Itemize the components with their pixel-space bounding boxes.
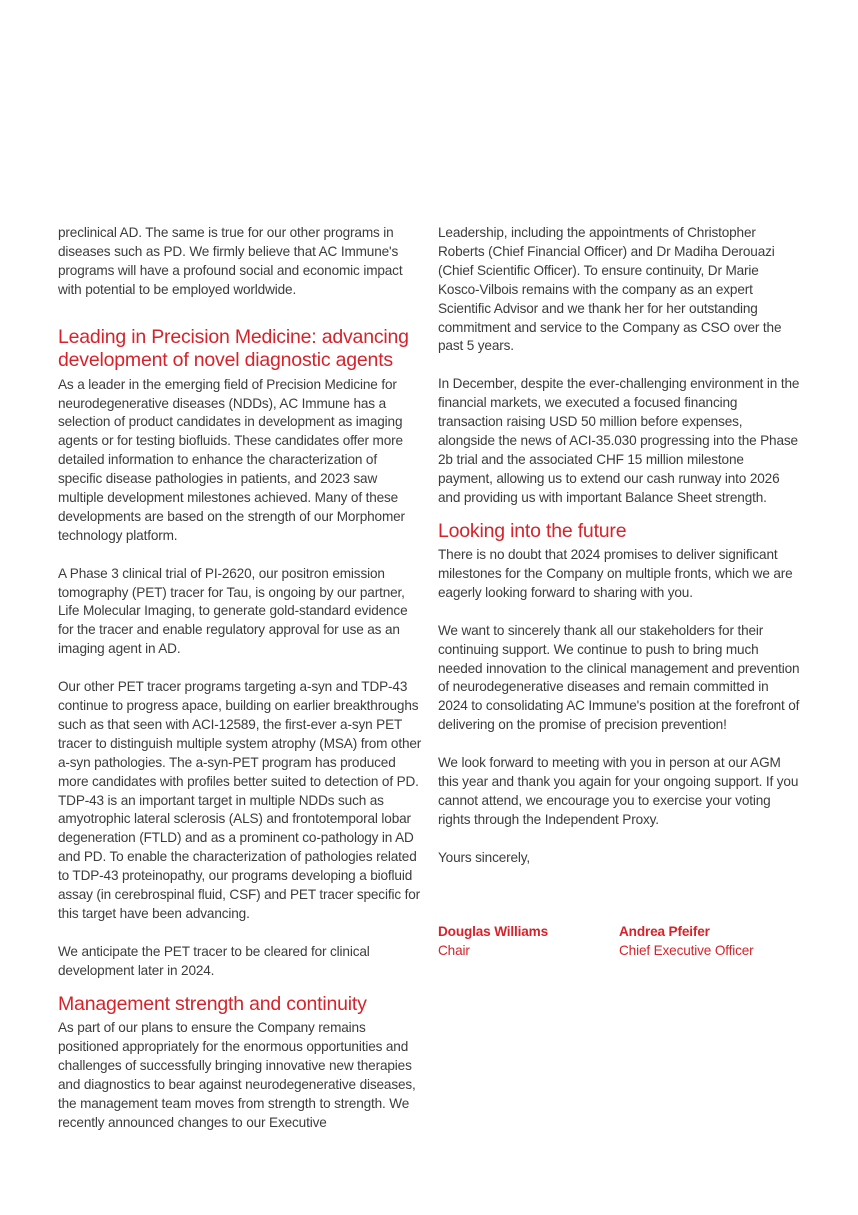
heading-precision-medicine: Leading in Precision Medicine: advancing development of novel diagnostic agents bbox=[58, 325, 409, 372]
signature-chair bbox=[438, 923, 619, 961]
paragraph-financing: In December, despite the ever-challenging environment in the financial markets, we executed a focused financing transaction raising USD 50 million before expenses, alongside the news of ACI-35.030 progressing into the Phase 2b trial and the associated CHF 15 million milestone payment, allowing us to extend our cash runway into 2026 and providing us with important Balance Sheet strength. bbox=[438, 376, 800, 505]
paragraph-leadership: Leadership, including the appointments of Christopher Roberts (Chief Financial Officer) and Dr Madiha Derouazi (Chief Scientific Officer). To ensure continuity, Dr Marie Kosco-Vilbois remains with the company as an expert Scientific Advisor and we thank her for her outstanding commitment and service to the Company as CSO over the past 5 years. bbox=[438, 225, 782, 354]
paragraph-thanks: We want to sincerely thank all our stakeholders for their continuing support. We continue to push to bring much needed innovation to the clinical management and prevention of neurodegenerative diseases and remain committed in 2024 to consolidating AC Immune's position at the forefront of delivering on the promise of precision prevention! bbox=[438, 622, 800, 733]
heading-management: Management strength and continuity bbox=[58, 992, 367, 1015]
signatory-title: Chair bbox=[438, 943, 470, 959]
signatory-name: Andrea Pfeifer bbox=[619, 924, 710, 940]
paragraph-preclinical: preclinical AD. The same is true for our other programs in diseases such as PD. We firmly believe that AC Immune's programs will have a profound social and economic impact with potential to be employed worldwide. bbox=[58, 225, 403, 297]
paragraph-precision-leader: As a leader in the emerging field of Precision Medicine for neurodegenerative diseases (NDDs), AC Immune has a selection of product candidates in development as imaging agents or for testing biofluids. These candidates offer more detailed information to enhance the characterization of specific disease pathologies in patients, and 2023 saw multiple development milestones achieved. Many of these developments are based on the strength of our Morphomer technology platform. bbox=[58, 376, 405, 543]
right-column bbox=[438, 224, 800, 961]
paragraph-pet-tracers: Our other PET tracer programs targeting a-syn and TDP-43 continue to progress apace, building on earlier breakthroughs such as that seen with ACI-12589, the first-ever a-syn PET tracer to distinguish multiple system atrophy (MSA) from other a-syn pathologies. The a-syn-PET program has produced more candidates with profiles better suited to detection of PD. TDP-43 is an important target in multiple NDDs such as amyotrophic lateral sclerosis (ALS) and frontotemporal lobar degeneration (FTLD) and as a prominent co-pathology in AD and PD. To enable the characterization of pathologies related to TDP-43 proteinopathy, our programs developing a biofluid assay (in cerebrospinal fluid, CSF) and PET tracer specific for this target have been advancing. bbox=[58, 679, 422, 921]
signature-ceo bbox=[619, 923, 800, 961]
signatory-name: Douglas Williams bbox=[438, 924, 549, 940]
paragraph-management: As part of our plans to ensure the Company remains positioned appropriately for the enormous opportunities and challenges of successfully bringing innovative new therapies and diagnostics to bear against neurodegenerative diseases, the management team moves from strength to strength. We recently announced changes to our Executive bbox=[58, 1020, 416, 1130]
paragraph-pi-2620: A Phase 3 clinical trial of PI-2620, our positron emission tomography (PET) tracer for Tau, is ongoing by our partner, Life Molecular Imaging, to generate gold-standard evidence for the tracer and enable regulatory approval for use as an imaging agent in AD. bbox=[58, 565, 408, 657]
heading-future: Looking into the future bbox=[438, 519, 627, 542]
signature-block bbox=[438, 923, 800, 961]
paragraph-agm: We look forward to meeting with you in person at our AGM this year and thank you again for your ongoing support. If you cannot attend, we encourage you to exercise your voting rights through the Independent Proxy. bbox=[438, 755, 799, 827]
paragraph-anticipate: We anticipate the PET tracer to be cleared for clinical development later in 2024. bbox=[58, 943, 370, 978]
paragraph-milestones: There is no doubt that 2024 promises to deliver significant milestones for the Company on multiple fronts, which we are eagerly looking forward to sharing with you. bbox=[438, 547, 793, 600]
signatory-title: Chief Executive Officer bbox=[619, 943, 754, 959]
closing-text: Yours sincerely, bbox=[438, 849, 531, 865]
left-column bbox=[58, 224, 422, 1133]
